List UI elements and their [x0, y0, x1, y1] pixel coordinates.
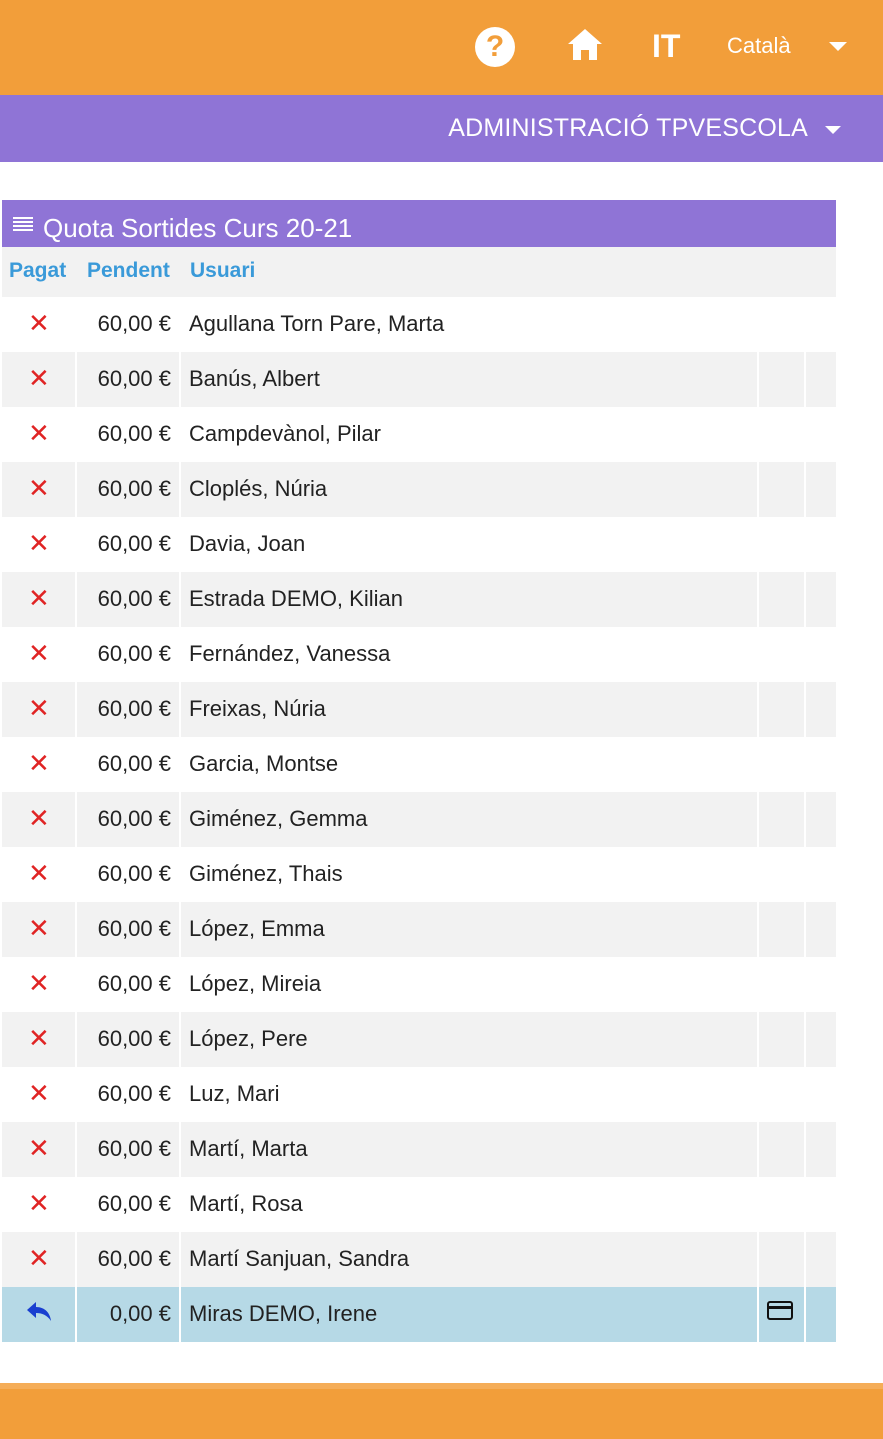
user-name: Campdevànol, Pilar [189, 421, 381, 446]
user-cell [181, 1012, 757, 1067]
paid-cell [2, 462, 75, 517]
pending-amount: 60,00 € [97, 806, 171, 831]
extra-cell [806, 792, 836, 847]
pending-cell [77, 572, 179, 627]
user-cell [181, 737, 757, 792]
user-cell [181, 407, 757, 462]
extra-cell [806, 1067, 836, 1122]
pending-amount: 60,00 € [97, 1246, 171, 1271]
user-name: Martí Sanjuan, Sandra [189, 1246, 410, 1271]
action-cell [759, 352, 804, 407]
table-row[interactable] [2, 517, 836, 572]
action-cell [759, 297, 804, 352]
user-cell [181, 1232, 757, 1287]
action-cell [759, 737, 804, 792]
pending-amount: 60,00 € [97, 1026, 171, 1051]
extra-cell [806, 1177, 836, 1232]
close-icon[interactable]: ✕ [28, 1133, 50, 1163]
user-cell [181, 1287, 757, 1342]
pending-amount: 60,00 € [97, 1136, 171, 1161]
user-cell [181, 352, 757, 407]
action-cell [759, 1122, 804, 1177]
close-icon[interactable]: ✕ [28, 803, 50, 833]
pending-amount: 60,00 € [97, 751, 171, 776]
user-name: López, Pere [189, 1026, 308, 1051]
action-cell [759, 572, 804, 627]
chevron-down-icon[interactable] [829, 42, 847, 51]
extra-cell [806, 1012, 836, 1067]
user-cell [181, 957, 757, 1012]
extra-cell [806, 407, 836, 462]
list-icon [13, 217, 33, 231]
action-cell [759, 407, 804, 462]
table-row[interactable] [2, 462, 836, 517]
pending-amount: 60,00 € [97, 1191, 171, 1216]
user-name: López, Mireia [189, 971, 322, 996]
panel-title: Quota Sortides Curs 20-21 [43, 213, 353, 243]
close-icon[interactable]: ✕ [28, 913, 50, 943]
close-icon[interactable]: ✕ [28, 583, 50, 613]
credit-card-icon[interactable] [767, 1301, 793, 1320]
table-row[interactable] [2, 572, 836, 627]
extra-cell [806, 352, 836, 407]
home-icon[interactable] [566, 27, 604, 63]
user-name: López, Emma [189, 916, 325, 941]
action-cell [759, 1232, 804, 1287]
footer-divider [0, 1383, 883, 1389]
user-name: Banús, Albert [189, 366, 320, 391]
extra-cell [806, 682, 836, 737]
paid-cell [2, 1067, 75, 1122]
pending-amount: 60,00 € [97, 421, 171, 446]
chevron-down-icon[interactable] [825, 126, 841, 134]
close-icon[interactable]: ✕ [28, 748, 50, 778]
table-row[interactable] [2, 957, 836, 1012]
extra-cell [806, 1232, 836, 1287]
action-cell [759, 517, 804, 572]
pending-amount: 60,00 € [97, 586, 171, 611]
user-name: Giménez, Gemma [189, 806, 368, 831]
extra-cell [806, 297, 836, 352]
language-selector[interactable]: Català [727, 33, 791, 58]
user-name: Fernández, Vanessa [189, 641, 391, 666]
close-icon[interactable]: ✕ [28, 418, 50, 448]
pending-cell [77, 1177, 179, 1232]
action-cell [759, 1177, 804, 1232]
pending-amount: 60,00 € [97, 916, 171, 941]
user-cell [181, 627, 757, 682]
user-name: Martí, Rosa [189, 1191, 303, 1216]
pending-amount: 60,00 € [97, 861, 171, 886]
pending-cell [77, 847, 179, 902]
column-header-pendent[interactable]: Pendent [87, 259, 170, 282]
user-name: Martí, Marta [189, 1136, 308, 1161]
reply-icon[interactable] [26, 1300, 52, 1322]
user-name: Davia, Joan [189, 531, 306, 556]
paid-cell [2, 1177, 75, 1232]
action-cell [759, 792, 804, 847]
paid-cell [2, 957, 75, 1012]
table-row[interactable] [2, 1067, 836, 1122]
paid-cell [2, 1287, 75, 1342]
table-row[interactable] [2, 407, 836, 462]
pending-cell [77, 352, 179, 407]
pending-cell [77, 517, 179, 572]
paid-cell [2, 792, 75, 847]
action-cell [759, 902, 804, 957]
close-icon[interactable]: ✕ [28, 693, 50, 723]
user-name: Cloplés, Núria [189, 476, 328, 501]
table-row[interactable] [2, 1012, 836, 1067]
user-cell [181, 1177, 757, 1232]
pending-cell [77, 957, 179, 1012]
pending-amount: 60,00 € [97, 696, 171, 721]
paid-cell [2, 682, 75, 737]
admin-menu[interactable]: ADMINISTRACIÓ TPVESCOLA [448, 114, 808, 142]
user-cell [181, 902, 757, 957]
user-name: Miras DEMO, Irene [189, 1301, 378, 1326]
pending-cell [77, 627, 179, 682]
table-row[interactable] [2, 1287, 836, 1342]
pending-cell [77, 682, 179, 737]
action-cell [759, 627, 804, 682]
extra-cell [806, 627, 836, 682]
pending-amount: 60,00 € [97, 476, 171, 501]
table-row[interactable] [2, 297, 836, 352]
help-icon[interactable]: ? [475, 27, 515, 67]
user-name: Luz, Mari [189, 1081, 280, 1106]
paid-cell [2, 902, 75, 957]
user-name: Agullana Torn Pare, Marta [189, 311, 445, 336]
action-cell [759, 462, 804, 517]
pending-cell [77, 1287, 179, 1342]
pending-cell [77, 792, 179, 847]
paid-cell [2, 572, 75, 627]
close-icon[interactable]: ✕ [28, 528, 50, 558]
close-icon[interactable]: ✕ [28, 473, 50, 503]
column-header-usuari[interactable]: Usuari [190, 259, 256, 282]
top-bar [0, 0, 883, 95]
user-cell [181, 1122, 757, 1177]
pending-amount: 60,00 € [97, 971, 171, 996]
action-cell [759, 847, 804, 902]
table-row[interactable] [2, 352, 836, 407]
user-cell [181, 517, 757, 572]
pending-cell [77, 1122, 179, 1177]
user-cell [181, 1067, 757, 1122]
fee-panel [2, 200, 836, 1342]
user-name: Giménez, Thais [189, 861, 343, 886]
pending-cell [77, 1232, 179, 1287]
paid-cell [2, 407, 75, 462]
pending-amount: 0,00 € [109, 1301, 171, 1326]
extra-cell [806, 1122, 836, 1177]
close-icon[interactable]: ✕ [28, 858, 50, 888]
user-cell [181, 792, 757, 847]
close-icon[interactable]: ✕ [28, 308, 50, 338]
close-icon[interactable]: ✕ [28, 363, 50, 393]
it-button[interactable]: IT [652, 28, 681, 64]
pending-amount: 60,00 € [97, 1081, 171, 1106]
column-headers [2, 247, 836, 297]
action-cell [759, 1067, 804, 1122]
footer-bar [0, 1383, 883, 1439]
table-row[interactable] [2, 792, 836, 847]
pending-cell [77, 1067, 179, 1122]
pending-amount: 60,00 € [97, 366, 171, 391]
extra-cell [806, 902, 836, 957]
user-cell [181, 847, 757, 902]
table-row[interactable] [2, 1232, 836, 1287]
user-cell [181, 462, 757, 517]
table-row[interactable] [2, 682, 836, 737]
pending-amount: 60,00 € [97, 311, 171, 336]
extra-cell [806, 957, 836, 1012]
extra-cell [806, 572, 836, 627]
action-cell [759, 1012, 804, 1067]
action-cell [759, 682, 804, 737]
close-icon[interactable]: ✕ [28, 1243, 50, 1273]
table-body [2, 297, 836, 1342]
paid-cell [2, 847, 75, 902]
pending-cell [77, 297, 179, 352]
pending-cell [77, 1012, 179, 1067]
table-row[interactable] [2, 847, 836, 902]
table-row[interactable] [2, 902, 836, 957]
close-icon[interactable]: ✕ [28, 1188, 50, 1218]
pending-amount: 60,00 € [97, 641, 171, 666]
extra-cell [806, 737, 836, 792]
table-row[interactable] [2, 737, 836, 792]
extra-cell [806, 517, 836, 572]
user-cell [181, 297, 757, 352]
close-icon[interactable]: ✕ [28, 1023, 50, 1053]
column-header-pagat[interactable]: Pagat [9, 259, 67, 282]
user-cell [181, 572, 757, 627]
close-icon[interactable]: ✕ [28, 638, 50, 668]
table-row[interactable] [2, 627, 836, 682]
user-cell [181, 682, 757, 737]
user-name: Estrada DEMO, Kilian [189, 586, 403, 611]
paid-cell [2, 517, 75, 572]
paid-cell [2, 297, 75, 352]
table-row[interactable] [2, 1177, 836, 1232]
paid-cell [2, 627, 75, 682]
extra-cell [806, 1287, 836, 1342]
action-cell [759, 957, 804, 1012]
table-row[interactable] [2, 1122, 836, 1177]
paid-cell [2, 1122, 75, 1177]
pending-amount: 60,00 € [97, 531, 171, 556]
paid-cell [2, 737, 75, 792]
user-name: Freixas, Núria [189, 696, 326, 721]
panel-header [2, 200, 836, 247]
user-name: Garcia, Montse [189, 751, 339, 776]
pending-cell [77, 462, 179, 517]
paid-cell [2, 1012, 75, 1067]
pending-cell [77, 737, 179, 792]
close-icon[interactable]: ✕ [28, 1078, 50, 1108]
close-icon[interactable]: ✕ [28, 968, 50, 998]
extra-cell [806, 847, 836, 902]
admin-bar [0, 95, 883, 162]
extra-cell [806, 462, 836, 517]
pending-cell [77, 902, 179, 957]
action-cell [759, 1287, 804, 1342]
pending-cell [77, 407, 179, 462]
paid-cell [2, 1232, 75, 1287]
paid-cell [2, 352, 75, 407]
